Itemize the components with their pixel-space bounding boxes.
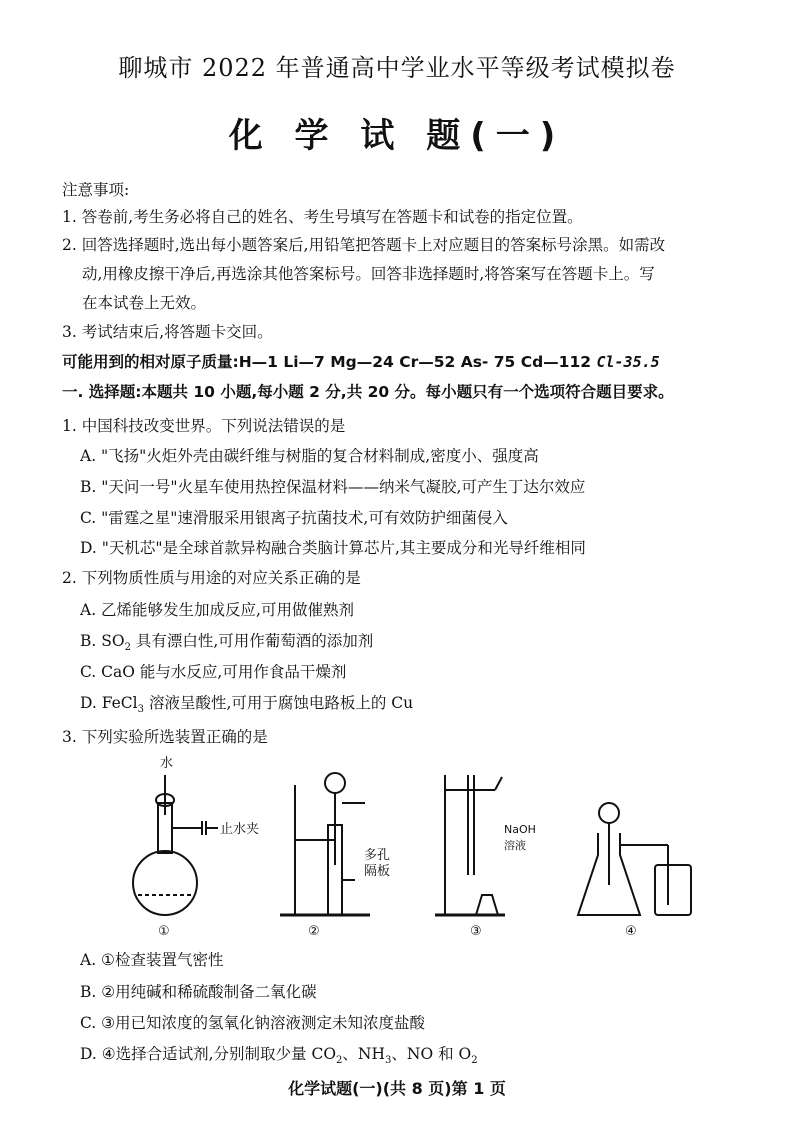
q3-option-d: D. ④选择合适试剂,分别制取少量 $CO_2$、$NH_3$、NO 和 $O_2$ <box>80 1045 478 1067</box>
label-water: 水 <box>160 756 174 771</box>
q1-option-c: C. "雷霆之星"速滑服采用银离子抗菌技术,可有效防护细菌侵入 <box>80 509 508 527</box>
handwritten-note: Cl-35.5 <box>596 353 660 371</box>
label-n1: ① <box>158 924 170 939</box>
apparatus-2-stand <box>280 773 370 915</box>
q3-option-a: A. ①检查装置气密性 <box>80 951 224 969</box>
atomic-masses-text: 可能用到的相对原子质量:H—1 Li—7 Mg—24 Cr—52 As- 75 Cd—112 <box>62 353 592 371</box>
q3-apparatus-figure <box>120 755 710 940</box>
label-porous-1: 多孔 <box>364 848 391 863</box>
notice-item-3: 3. 考试结束后,将答题卡交回。 <box>62 323 273 341</box>
label-naoh-2: 溶液 <box>504 839 526 852</box>
atomic-masses <box>62 352 660 372</box>
q2-option-d: D. FeCl$_3$ 溶液呈酸性,可用于腐蚀电路板上的 Cu <box>80 694 414 716</box>
notice-item-2-cont: 动,用橡皮擦干净后,再选涂其他答案标号。回答非选择题时,将答案写在答题卡上。写 <box>82 265 655 283</box>
q3-option-c: C. ③用已知浓度的氢氧化钠溶液测定未知浓度盐酸 <box>80 1014 426 1032</box>
apparatus-1-flask <box>133 775 218 915</box>
notice-item-2: 2. 回答选择题时,选出每小题答案后,用铅笔把答题卡上对应题目的答案标号涂黑。如需改 <box>62 236 666 254</box>
label-n3: ③ <box>470 924 482 939</box>
notice-item-1: 1. 答卷前,考生务必将自己的姓名、考生号填写在答题卡和试卷的指定位置。 <box>62 208 583 226</box>
label-naoh-1: NaOH <box>504 823 536 836</box>
label-n2: ② <box>308 924 320 939</box>
exam-title: 聊城市 2022 年普通高中学业水平等级考试模拟卷 <box>118 54 676 82</box>
apparatus-4-flask <box>578 803 691 915</box>
apparatus-3-burette <box>435 775 505 915</box>
q1-option-a: A. "飞扬"火炬外壳由碳纤维与树脂的复合材料制成,密度小、强度高 <box>80 447 539 465</box>
page-footer: 化学试题(一)(共 8 页)第 1 页 <box>288 1079 506 1098</box>
q3-stem: 3. 下列实验所选装置正确的是 <box>62 728 268 746</box>
q2-option-b: B. $SO_2$ 具有漂白性,可用作葡萄酒的添加剂 <box>80 632 374 654</box>
q1-option-b: B. "天问一号"火星车使用热控保温材料——纳米气凝胶,可产生丁达尔效应 <box>80 478 586 496</box>
q3-option-b: B. ②用纯碱和稀硫酸制备二氧化碳 <box>80 983 317 1001</box>
label-n4: ④ <box>625 924 637 939</box>
q2-option-a: A. 乙烯能够发生加成反应,可用做催熟剂 <box>80 601 354 619</box>
q1-stem: 1. 中国科技改变世界。下列说法错误的是 <box>62 417 346 435</box>
notice-item-2-cont2: 在本试卷上无效。 <box>82 294 207 312</box>
q2-option-c: C. CaO 能与水反应,可用作食品干燥剂 <box>80 663 347 681</box>
label-porous-2: 隔板 <box>364 864 391 879</box>
subject-title: 化 学 试 题(一) <box>228 116 566 156</box>
q2-stem: 2. 下列物质性质与用途的对应关系正确的是 <box>62 569 361 587</box>
q1-option-d: D. "天机芯"是全球首款异构融合类脑计算芯片,其主要成分和光导纤维相同 <box>80 539 586 557</box>
label-clamp: 止水夹 <box>220 822 260 837</box>
section-heading: 一. 选择题:本题共 10 小题,每小题 2 分,共 20 分。每小题只有一个选项符合题目要求。 <box>62 383 674 401</box>
notice-heading: 注意事项: <box>62 181 130 199</box>
